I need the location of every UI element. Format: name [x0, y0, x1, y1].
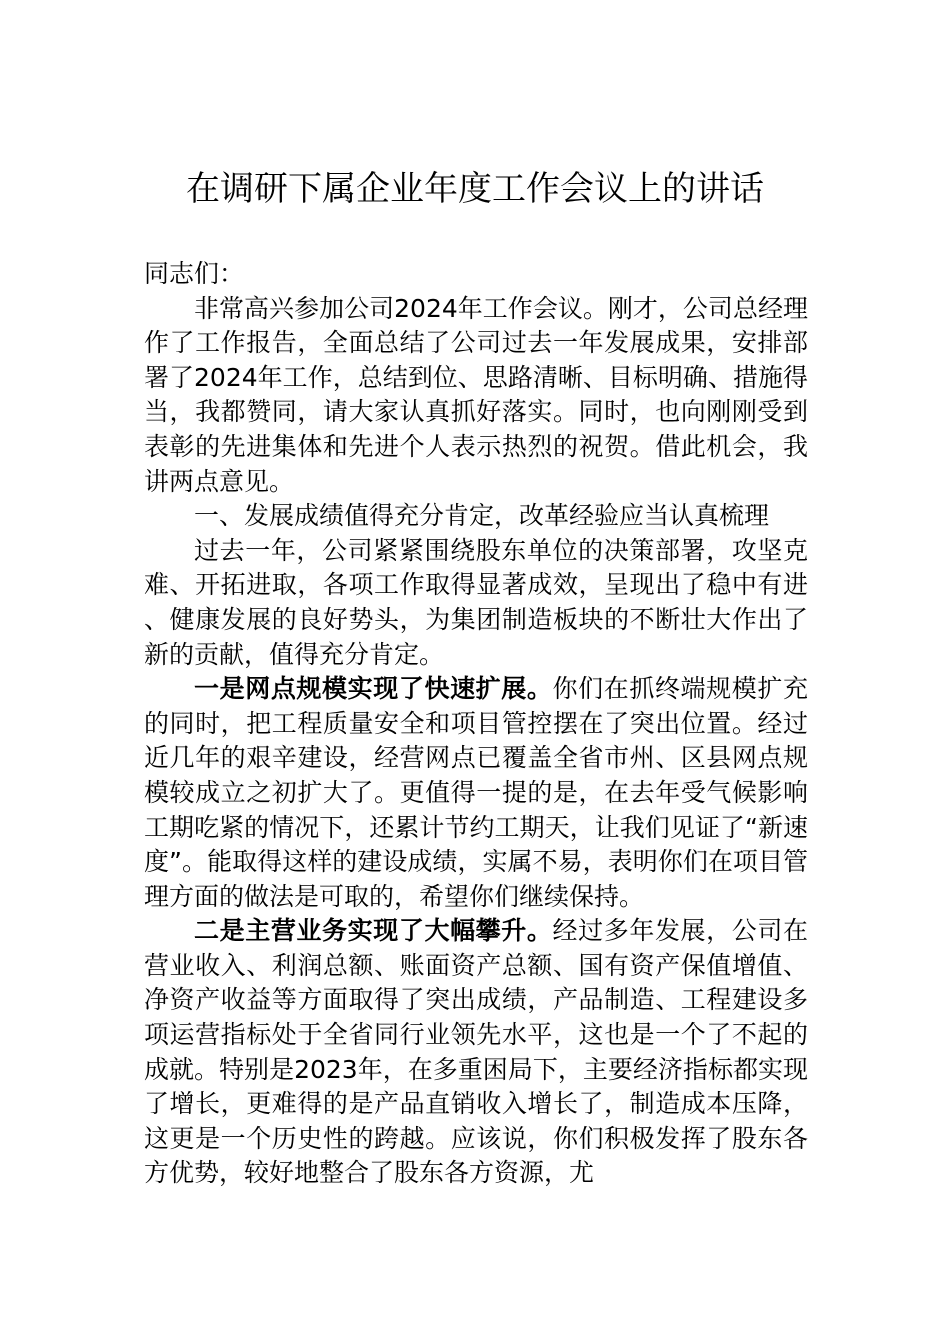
paragraph-achievements: 过去一年，公司紧紧围绕股东单位的决策部署，攻坚克难、开拓进取，各项工作取得显著成效，呈现出了稳中有进、健康发展的良好势头，为集团制造板块的不断壮大作出了新的贡献，值得充分肯定。	[144, 535, 808, 669]
document-title: 在调研下属企业年度工作会议上的讲话	[186, 169, 764, 209]
paragraph-opening: 非常高兴参加公司2024年工作会议。刚才，公司总经理作了工作报告，全面总结了公司过去一年发展成果，安排部署了2024年工作，总结到位、思路清晰、目标明确、措施得当，我都赞同，请大家认真抓好落实。同时，也向刚刚受到表彰的先进集体和先进个人表示热烈的祝贺。借此机会，我讲两点意见。	[144, 293, 808, 496]
paragraph-text-network: 你们在抓终端规模扩充的同时，把工程质量安全和项目管控摆在了突出位置。经过近几年的艰辛建设，经营网点已覆盖全省市州、区县网点规模较成立之初扩大了。更值得一提的是，在去年受气候影响工期吃紧的情况下，还累计节约工期天，让我们见证了“新速度”。能取得这样的建设成绩，实属不易，表明你们在项目管理方面的做法是可取的，希望你们继续保持。	[144, 674, 808, 911]
paragraph-network-scale	[144, 672, 808, 914]
document-body	[144, 257, 808, 1191]
paragraph-text-business: 经过多年发展，公司在营业收入、利润总额、账面资产总额、国有资产保值增值、净资产收益等方面取得了突出成绩，产品制造、工程建设多项运营指标处于全省同行业领先水平，这也是一个了不起的成就。特别是2023年，在多重困局下，主要经济指标都实现了增长，更难得的是产品直销收入增长了，制造成本压降，这更是一个历史性的跨越。应该说，你们积极发挥了股东各方优势，较好地整合了股东各方资源，尤	[144, 916, 808, 1188]
salutation: 同志们：	[144, 259, 245, 288]
paragraph-lead-business: 二是主营业务实现了大幅攀升。	[194, 916, 553, 946]
paragraph-main-business	[144, 914, 808, 1191]
paragraph-lead-network: 一是网点规模实现了快速扩展。	[194, 674, 553, 704]
section-heading-1: 一、发展成绩值得充分肯定，改革经验应当认真梳理	[194, 501, 770, 531]
